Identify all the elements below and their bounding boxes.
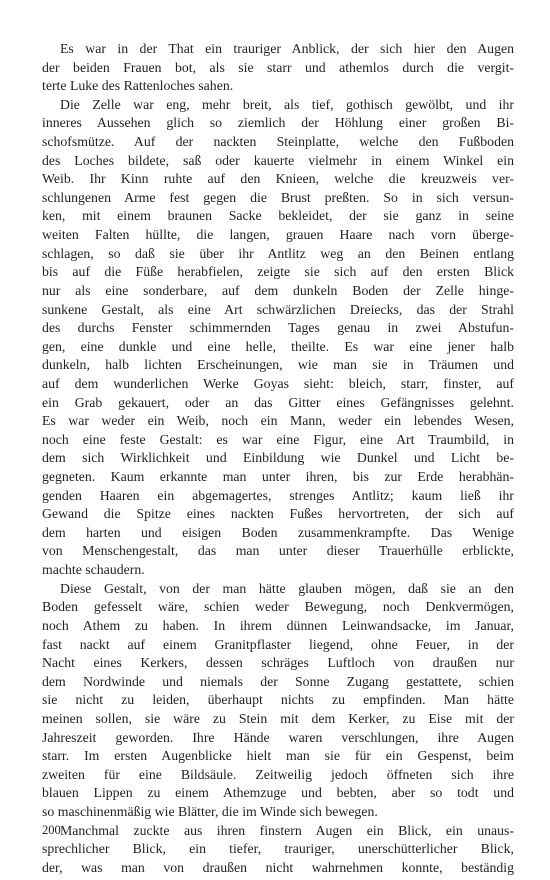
text-line: schlagen, so daß sie über ihr Antlitz weg an den Beinen entlang (42, 245, 514, 261)
text-line: Es war weder ein Weib, noch ein Mann, weder ein lebendes Wesen, (42, 413, 514, 429)
book-page-text (42, 40, 514, 877)
text-line: inneres Aussehen glich so ziemlich der Höhlung einer großen Bi- (42, 115, 514, 131)
text-line: Es war in der That ein trauriger Anblick, der sich hier den Augen (60, 41, 514, 56)
text-line: terte Luke des Rattenloches sahen. (42, 78, 234, 94)
text-line: der, was man von draußen nicht wahrnehmen konnte, beständig (42, 859, 514, 875)
text-line: weiten Falten hüllte, die langen, grauen Haare nach vorn überge- (42, 227, 514, 243)
text-line: Nacht eines Kerkers, dessen schräges Luftloch von draußen nur (42, 655, 514, 671)
text-line: zweiten für eine Bildsäule. Zeitweilig jedoch öffneten sich ihre (42, 766, 514, 782)
text-line: von Menschengestalt, das man unter dieser Trauerhülle erblickte, (42, 543, 514, 559)
text-line: auf dem wunderlichen Werke Goyas sieht: bleich, starr, finster, auf (42, 375, 514, 391)
text-line: des durchs Fenster schimmernden Tages genau in zwei Abstufun- (42, 320, 514, 336)
text-line: so maschinenmäßig wie Blätter, die im Winde sich bewegen. (42, 803, 378, 819)
text-line: genden Haaren ein abgemagertes, strenges Antlitz; kaum ließ ihr (42, 487, 514, 503)
text-line: dem Nordwinde und niemals der Sonne Zugang gestattete, schien (42, 673, 514, 689)
text-line: sprechlicher Blick, ein tiefer, trauriger, unerschütterlicher Blick, (42, 841, 514, 857)
text-line: Die Zelle war eng, mehr breit, als tief, gothisch gewölbt, und ihr (60, 96, 514, 112)
text-line: Jahreszeit geworden. Ihre Hände waren verschlungen, ihre Augen (42, 729, 514, 745)
text-line: Diese Gestalt, von der man hätte glauben mögen, daß sie an den (60, 580, 514, 596)
text-line: Boden gefesselt wäre, schien weder Bewegung, noch Denkvermögen, (42, 599, 514, 615)
text-line: noch eine feste Gestalt: es war eine Figur, eine Art Traumbild, in (42, 431, 514, 447)
text-line: blauen Lippen zu einem Athemzuge und bebten, aber so todt und (42, 785, 514, 801)
text-line: sunkene Gestalt, als eine Art schwärzlichen Dreiecks, das der Strahl (42, 301, 514, 317)
text-line: schofsmütze. Auf der nackten Steinplatte, welche den Fußboden (42, 134, 514, 150)
text-line: machte schaudern. (42, 562, 145, 578)
text-line: gen, eine dunkle und eine helle, theilte. Es war eine jener halb (42, 338, 514, 354)
text-line: Gewand die Spitze eines nackten Fußes hervortreten, der sich auf (42, 506, 514, 522)
text-line: ein Grab gekauert, oder an das Gitter eines Gefängnisses gelehnt. (42, 394, 514, 410)
text-line: bis auf die Füße herabfielen, zeigte sie sich auf den ersten Blick (42, 264, 514, 280)
text-line: Manchmal zuckte aus ihren finstern Augen ein Blick, ein unaus- (60, 822, 514, 838)
text-line: Weib. Ihr Kinn ruhte auf den Knieen, welche die kreuzweis ver- (42, 171, 514, 187)
text-line: dem sich Wirklichkeit und Einbildung wie Dunkel und Licht be- (42, 450, 514, 466)
text-line: dem harten und eisigen Boden zusammenkrampfte. Das Wenige (42, 524, 514, 540)
text-line: fast nackt auf einem Granitpflaster liegend, ohne Feuer, in der (42, 636, 514, 652)
text-line: schlungenen Arme fest gegen die Brust preßten. So in sich versun- (42, 189, 514, 205)
text-line: des Loches bildete, saß oder kauerte vielmehr in einem Winkel ein (42, 152, 514, 168)
text-line: gegneten. Kaum erkannte man unter ihren, bis zur Erde herabhän- (42, 469, 514, 485)
text-line: sie nicht zu leiden, überhaupt nichts zu empfinden. Man hätte (42, 692, 514, 708)
text-line: der beiden Frauen bot, als sie starr und athemlos durch die vergit- (42, 59, 514, 75)
text-line: dunkeln, halb lichten Erscheinungen, wie man sie in Träumen und (42, 357, 514, 373)
page-number: 200 (42, 823, 61, 837)
text-line: nur als eine sonderbare, auf dem dunkeln Boden der Zelle hinge- (42, 282, 514, 298)
text-line: meinen sollen, sie wäre zu Stein mit dem Kerker, zu Eise mit der (42, 710, 514, 726)
text-line: starr. Im ersten Augenblicke hielt man sie für ein Gespenst, beim (42, 748, 514, 764)
text-line: noch Athem zu haben. In ihrem dünnen Leinwandsacke, im Januar, (42, 617, 514, 633)
text-line: ken, mit einem braunen Sacke bekleidet, der sie ganz in seine (42, 208, 514, 224)
